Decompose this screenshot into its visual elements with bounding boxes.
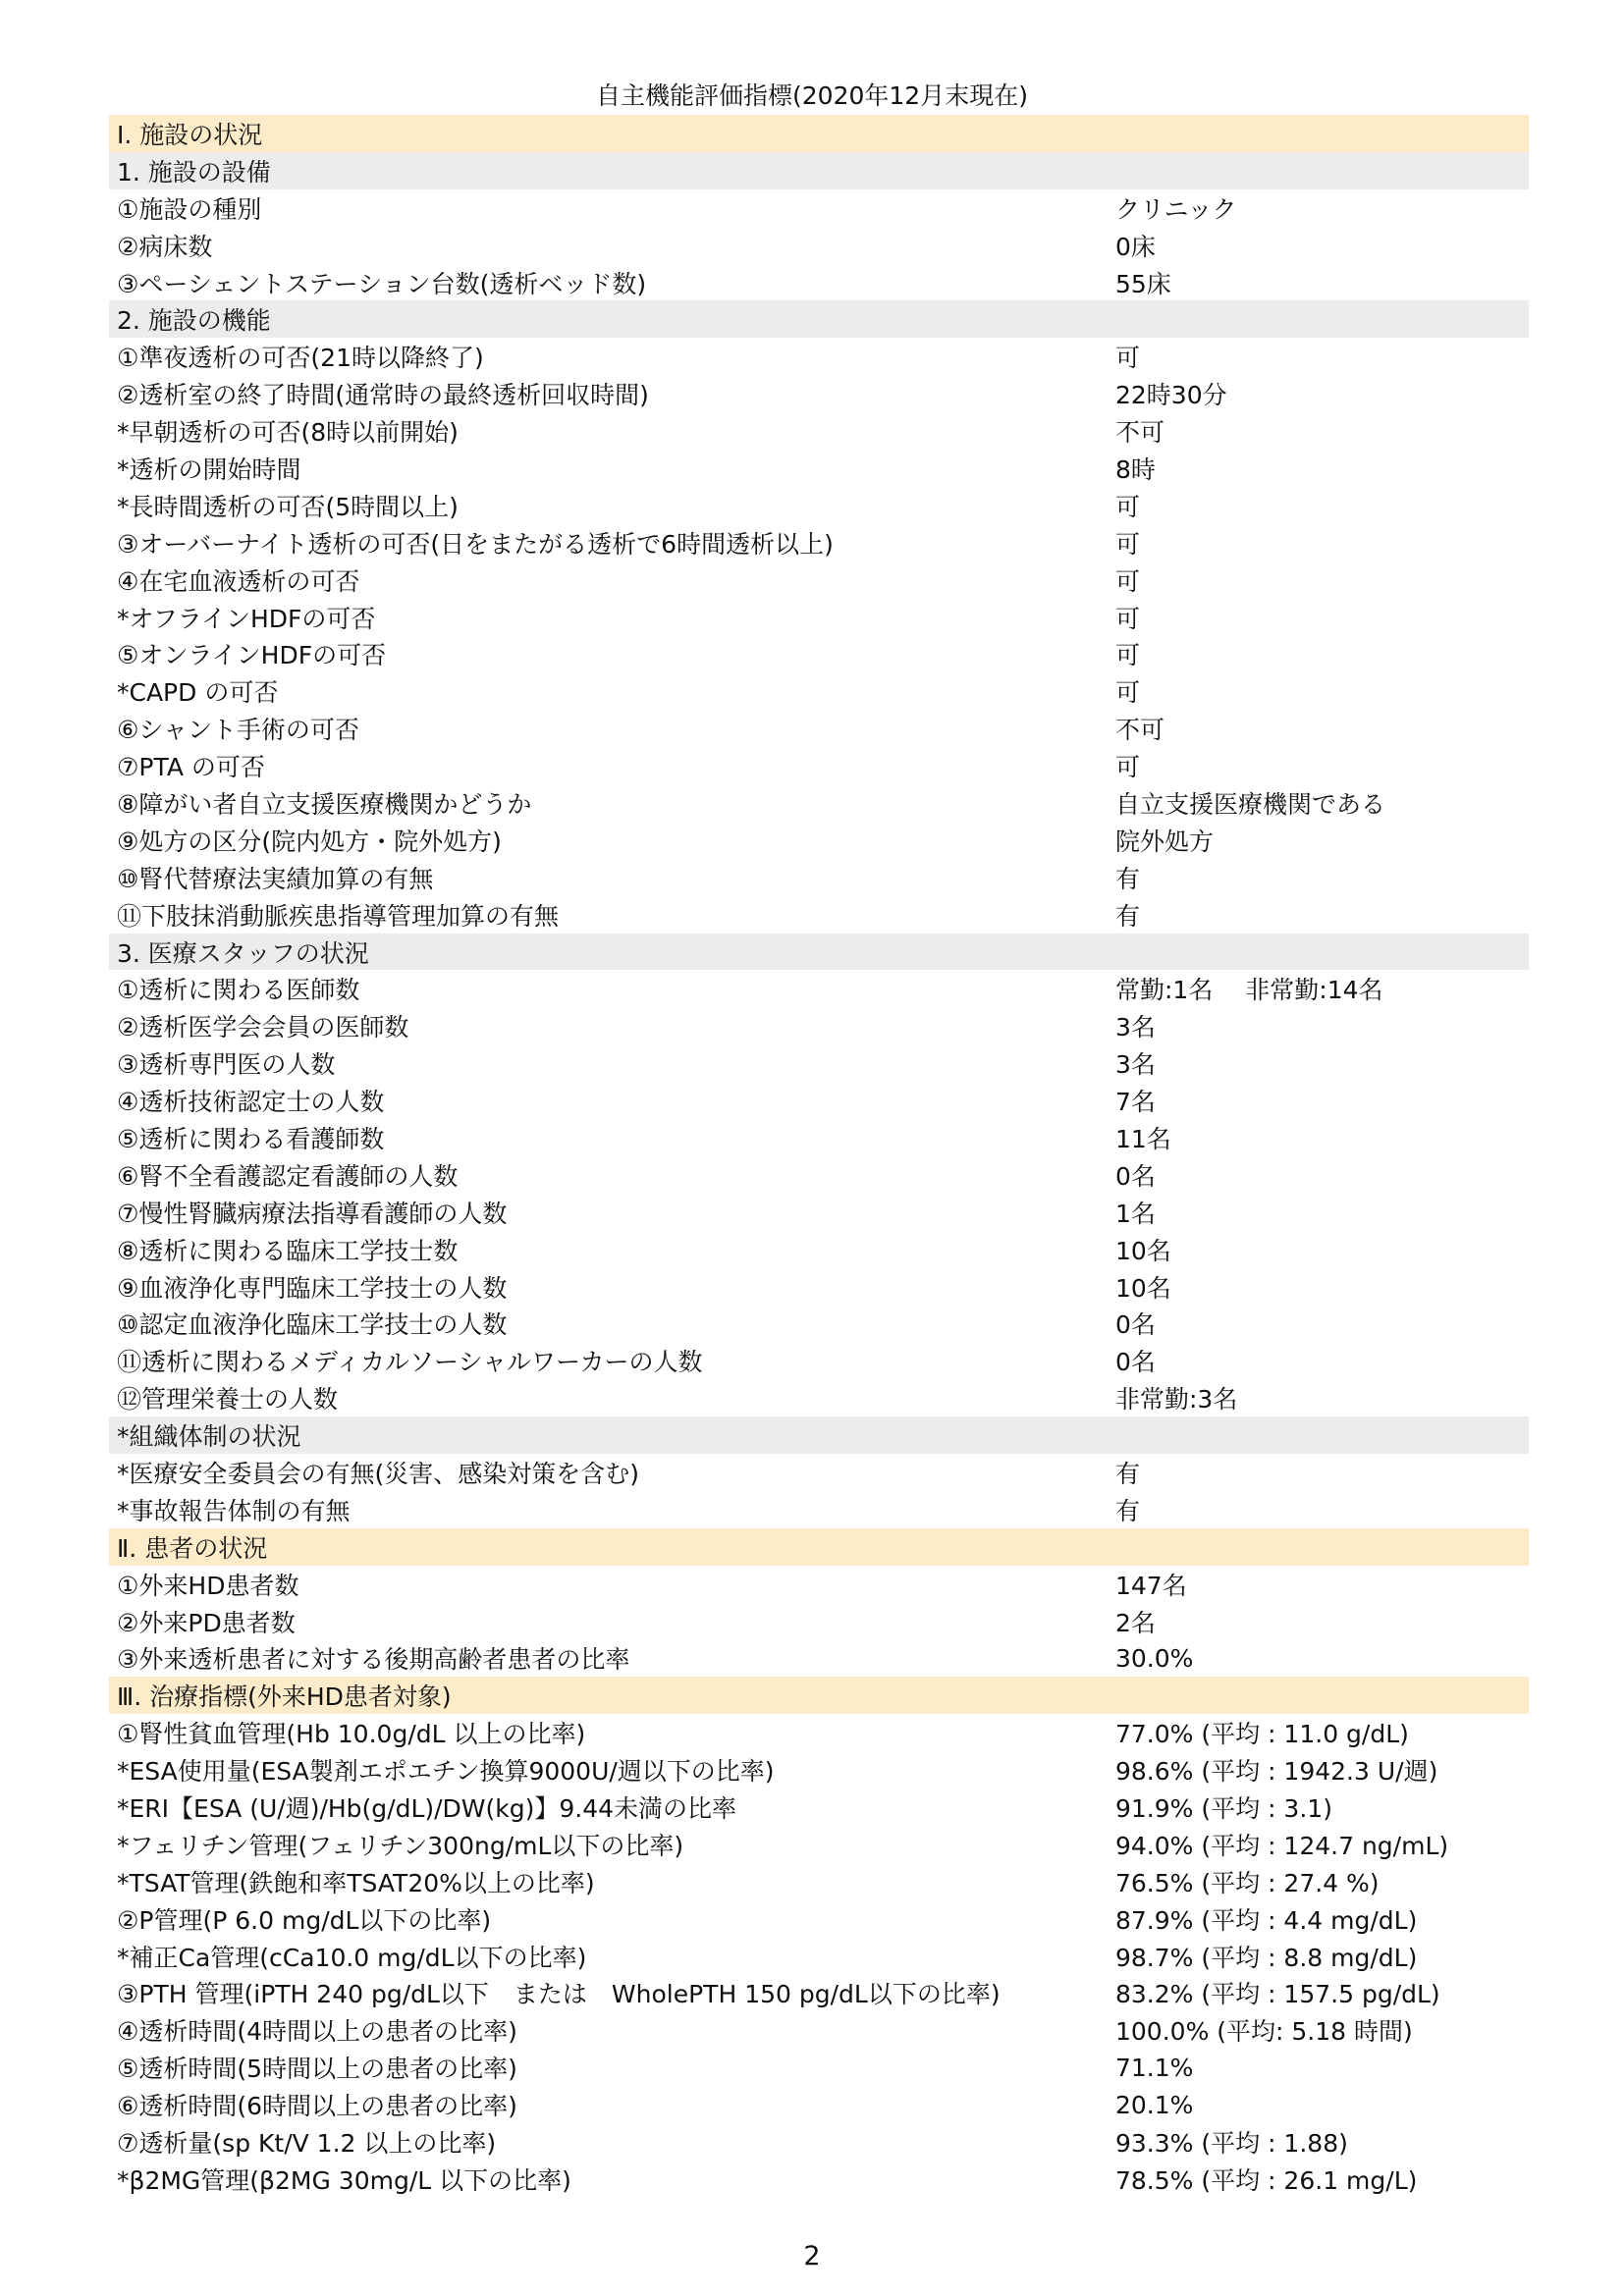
row-value: 有 — [1115, 864, 1141, 893]
row-label: ①腎性貧血管理(Hb 10.0g/dL 以上の比率) — [117, 1720, 586, 1749]
table-row — [109, 1566, 1529, 1603]
row-value: 0床 — [1115, 232, 1156, 261]
document-title: 自主機能評価指標(2020年12月末現在) — [596, 81, 1028, 110]
row-value: クリニック — [1115, 194, 1237, 224]
table-row — [109, 599, 1529, 636]
row-label: ⑤透析時間(5時間以上の患者の比率) — [117, 2055, 517, 2084]
table-row — [109, 1044, 1529, 1082]
table-row — [109, 375, 1529, 412]
row-value: 11名 — [1115, 1124, 1171, 1153]
table-row — [109, 2049, 1529, 2086]
row-label: ③透析専門医の人数 — [117, 1050, 336, 1080]
row-label: ⑥透析時間(6時間以上の患者の比率) — [117, 2092, 517, 2121]
table-row — [109, 338, 1529, 375]
subsection-header-row — [109, 300, 1529, 338]
row-value: 83.2% (平均 : 157.5 pg/dL) — [1115, 1980, 1440, 2009]
table-row — [109, 2161, 1529, 2198]
table-row — [109, 747, 1529, 784]
table-row — [109, 1268, 1529, 1306]
row-label: ①外来HD患者数 — [117, 1571, 299, 1600]
table-row — [109, 1119, 1529, 1156]
table-row — [109, 1900, 1529, 1938]
table-row — [109, 672, 1529, 710]
row-label: ①透析に関わる医師数 — [117, 976, 360, 1005]
row-value: 55床 — [1115, 269, 1171, 298]
row-label: *フェリチン管理(フェリチン300ng/mL以下の比率) — [117, 1831, 684, 1860]
table-row — [109, 1194, 1529, 1231]
table-row — [109, 561, 1529, 599]
row-label: *事故報告体制の有無 — [117, 1496, 351, 1525]
row-label: ⑦慢性腎臓病療法指導看護師の人数 — [117, 1199, 508, 1228]
section-header-row — [109, 1528, 1529, 1566]
evaluation-table — [109, 115, 1529, 2198]
row-label: ④在宅血液透析の可否 — [117, 566, 360, 596]
table-row — [109, 1826, 1529, 1863]
row-label: 3. 医療スタッフの状況 — [117, 938, 369, 968]
row-value: 147名 — [1115, 1571, 1187, 1600]
row-label: ⑥腎不全看護認定看護師の人数 — [117, 1161, 459, 1191]
row-value: 不可 — [1115, 418, 1165, 448]
row-label: ⑧透析に関わる臨床工学技士数 — [117, 1236, 459, 1265]
row-value: 常勤:1名 非常勤:14名 — [1115, 976, 1383, 1005]
row-value: 可 — [1115, 492, 1141, 521]
table-row — [109, 1082, 1529, 1119]
table-row — [109, 264, 1529, 301]
row-value: 71.1% — [1115, 2053, 1194, 2082]
row-label: *β2MG管理(β2MG 30mg/L 以下の比率) — [117, 2165, 571, 2195]
table-row — [109, 1751, 1529, 1789]
row-label: ⑧障がい者自立支援医療機関かどうか — [117, 789, 532, 819]
row-value: 77.0% (平均 : 11.0 g/dL) — [1115, 1720, 1409, 1749]
table-row — [109, 859, 1529, 896]
row-label: ③PTH 管理(iPTH 240 pg/dL以下 または WholePTH 150 pg/dL以下の比率) — [117, 1980, 1001, 2009]
row-label: ⑦透析量(sp Kt/V 1.2 以上の比率) — [117, 2129, 497, 2159]
row-value: 有 — [1115, 1460, 1141, 1488]
row-label: *オフラインHDFの可否 — [117, 604, 376, 633]
row-value: 22時30分 — [1115, 381, 1227, 410]
table-row — [109, 1379, 1529, 1416]
row-value: 3名 — [1115, 1013, 1156, 1042]
row-label: ④透析時間(4時間以上の患者の比率) — [117, 2017, 517, 2047]
row-value: 可 — [1115, 678, 1141, 708]
row-value: 可 — [1115, 529, 1141, 559]
table-row — [109, 710, 1529, 747]
row-value: 7名 — [1115, 1088, 1156, 1117]
row-value: 93.3% (平均 : 1.88) — [1115, 2129, 1348, 2159]
table-row — [109, 1975, 1529, 2012]
row-label: ③外来透析患者に対する後期高齢者患者の比率 — [117, 1645, 630, 1675]
table-row — [109, 1863, 1529, 1900]
row-value: 自立支援医療機関である — [1115, 789, 1386, 819]
table-row — [109, 2086, 1529, 2123]
subsection-header-row — [109, 1416, 1529, 1454]
row-value: 10名 — [1115, 1236, 1171, 1265]
row-label: 1. 施設の設備 — [117, 157, 271, 187]
row-value: 不可 — [1115, 716, 1165, 745]
table-row — [109, 1491, 1529, 1528]
row-label: *ESA使用量(ESA製剤エポエチン換算9000U/週以下の比率) — [117, 1757, 775, 1787]
row-value: 2名 — [1115, 1608, 1156, 1637]
row-value: 94.0% (平均 : 124.7 ng/mL) — [1115, 1831, 1449, 1860]
table-row — [109, 2011, 1529, 2049]
row-label: *ERI【ESA (U/週)/Hb(g/dL)/DW(kg)】9.44未満の比率 — [117, 1794, 737, 1824]
row-value: 非常勤:3名 — [1115, 1385, 1238, 1415]
row-value: 98.7% (平均 : 8.8 mg/dL) — [1115, 1943, 1418, 1972]
row-label: 2. 施設の機能 — [117, 306, 271, 336]
row-label: ②外来PD患者数 — [117, 1608, 296, 1637]
row-value: 87.9% (平均 : 4.4 mg/dL) — [1115, 1905, 1418, 1935]
row-label: ⑦PTA の可否 — [117, 753, 265, 782]
row-label: ⑤オンラインHDFの可否 — [117, 641, 387, 670]
row-value: 可 — [1115, 604, 1141, 633]
table-row — [109, 189, 1529, 227]
table-row — [109, 2123, 1529, 2161]
row-label: ⑨血液浄化専門臨床工学技士の人数 — [117, 1273, 508, 1303]
row-label: ①準夜透析の可否(21時以降終了) — [117, 344, 484, 373]
table-row — [109, 487, 1529, 524]
table-row — [109, 412, 1529, 450]
table-row — [109, 1789, 1529, 1826]
row-label: ⑤透析に関わる看護師数 — [117, 1124, 385, 1153]
table-row — [109, 1938, 1529, 1975]
table-row — [109, 1306, 1529, 1343]
row-label: *CAPD の可否 — [117, 678, 279, 708]
table-row — [109, 896, 1529, 934]
row-value: 可 — [1115, 753, 1141, 782]
row-label: ⑩腎代替療法実績加算の有無 — [117, 864, 434, 893]
row-value: 20.1% — [1115, 2090, 1194, 2119]
row-value: 1名 — [1115, 1199, 1156, 1228]
section-header-row — [109, 1677, 1529, 1714]
row-label: ⑪透析に関わるメディカルソーシャルワーカーの人数 — [117, 1348, 703, 1377]
row-label: *組織体制の状況 — [117, 1422, 301, 1452]
row-value: 100.0% (平均: 5.18 時間) — [1115, 2017, 1413, 2047]
row-label: Ⅰ. 施設の状況 — [117, 120, 263, 149]
row-value: 91.9% (平均 : 3.1) — [1115, 1794, 1332, 1824]
table-row — [109, 1603, 1529, 1640]
table-row — [109, 1156, 1529, 1194]
table-row — [109, 635, 1529, 672]
row-value: 有 — [1115, 901, 1141, 931]
row-label: ④透析技術認定士の人数 — [117, 1088, 385, 1117]
row-label: ②P管理(P 6.0 mg/dL以下の比率) — [117, 1905, 492, 1935]
row-label: ②病床数 — [117, 232, 213, 261]
row-value: 有 — [1115, 1496, 1141, 1525]
row-label: ②透析室の終了時間(通常時の最終透析回収時間) — [117, 381, 649, 410]
page-number: 2 — [803, 2241, 821, 2271]
table-row — [109, 1342, 1529, 1379]
row-value: 可 — [1115, 566, 1141, 596]
row-label: ③ペーシェントステーション台数(透析ベッド数) — [117, 269, 647, 298]
row-label: *TSAT管理(鉄飽和率TSAT20%以上の比率) — [117, 1868, 595, 1897]
subsection-header-row — [109, 934, 1529, 971]
row-label: ⑩認定血液浄化臨床工学技士の人数 — [117, 1310, 508, 1340]
table-row — [109, 227, 1529, 264]
table-row — [109, 1231, 1529, 1268]
row-label: *透析の開始時間 — [117, 454, 301, 484]
row-value: 98.6% (平均 : 1942.3 U/週) — [1115, 1757, 1438, 1787]
row-value: 30.0% — [1115, 1643, 1194, 1673]
row-value: 0名 — [1115, 1348, 1156, 1377]
table-row — [109, 450, 1529, 487]
table-row — [109, 970, 1529, 1007]
row-value: 可 — [1115, 641, 1141, 670]
row-label: ①施設の種別 — [117, 194, 262, 224]
row-value: 10名 — [1115, 1273, 1171, 1303]
row-value: 0名 — [1115, 1161, 1156, 1191]
table-row — [109, 822, 1529, 859]
table-row — [109, 1714, 1529, 1751]
row-label: ⑥シャント手術の可否 — [117, 716, 359, 745]
section-header-row — [109, 115, 1529, 152]
row-label: ⑪下肢抹消動脈疾患指導管理加算の有無 — [117, 901, 560, 931]
row-label: Ⅲ. 治療指標(外来HD患者対象) — [117, 1682, 452, 1712]
row-label: Ⅱ. 患者の状況 — [117, 1533, 268, 1563]
row-label: *長時間透析の可否(5時間以上) — [117, 492, 459, 521]
table-row — [109, 1454, 1529, 1491]
row-value: 76.5% (平均 : 27.4 %) — [1115, 1868, 1380, 1897]
row-label: ⑨処方の区分(院内処方・院外処方) — [117, 827, 502, 856]
row-label: *早朝透析の可否(8時以前開始) — [117, 418, 459, 448]
row-label: ⑫管理栄養士の人数 — [117, 1385, 339, 1415]
row-value: 78.5% (平均 : 26.1 mg/L) — [1115, 2165, 1418, 2195]
table-row — [109, 524, 1529, 561]
row-label: *補正Ca管理(cCa10.0 mg/dL以下の比率) — [117, 1943, 587, 1972]
row-label: ③オーバーナイト透析の可否(日をまたがる透析で6時間透析以上) — [117, 529, 834, 559]
subsection-header-row — [109, 152, 1529, 189]
row-label: *医療安全委員会の有無(災害、感染対策を含む) — [117, 1460, 640, 1488]
table-row — [109, 784, 1529, 822]
table-row — [109, 1640, 1529, 1678]
table-row — [109, 1007, 1529, 1044]
row-value: 院外処方 — [1115, 827, 1215, 856]
row-value: 8時 — [1115, 454, 1156, 484]
row-value: 可 — [1115, 344, 1141, 373]
row-value: 3名 — [1115, 1050, 1156, 1080]
row-label: ②透析医学会会員の医師数 — [117, 1013, 409, 1042]
row-value: 0名 — [1115, 1310, 1156, 1340]
